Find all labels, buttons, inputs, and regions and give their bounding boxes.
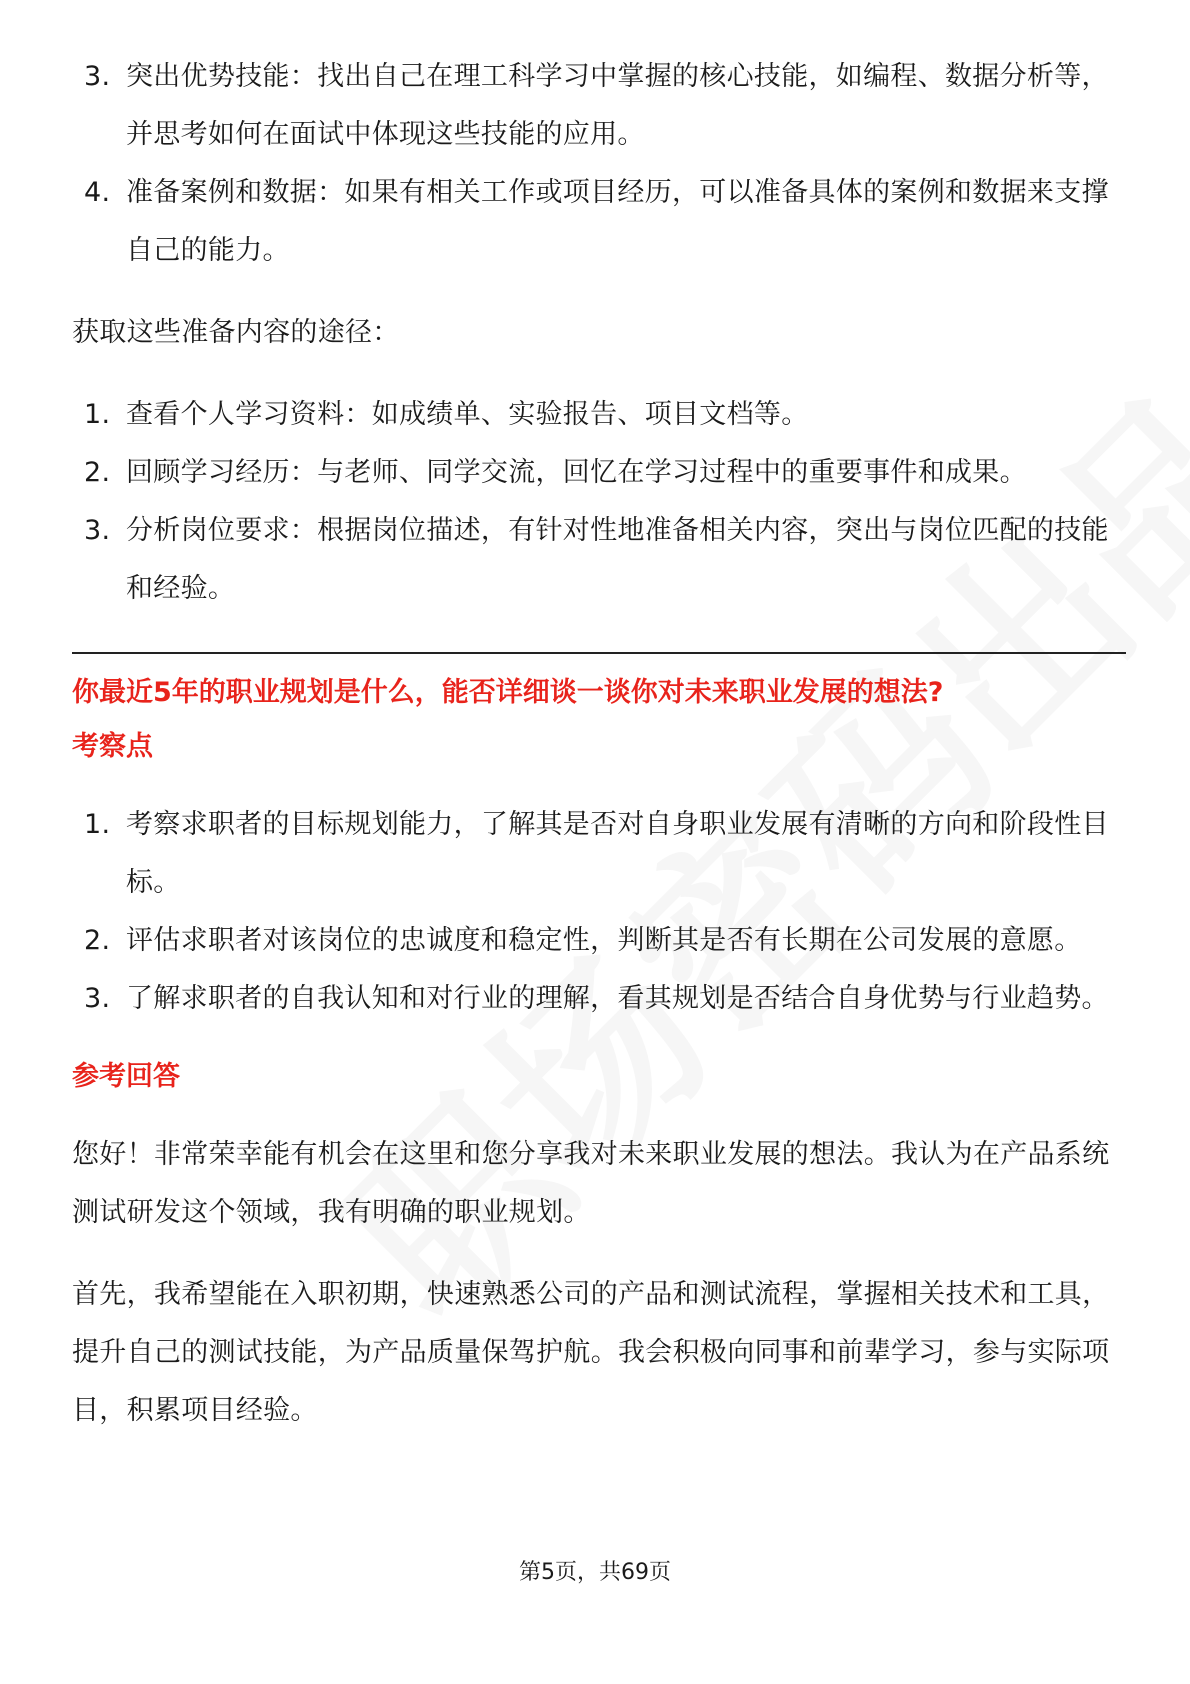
list-item <box>72 386 1126 444</box>
list-number: 3. <box>84 983 111 1014</box>
paths-list <box>72 386 1126 618</box>
answer-heading: 参考回答 <box>72 1061 180 1092</box>
list-text: 评估求职者对该岗位的忠诚度和稳定性，判断其是否有长期在公司发展的意愿。 <box>126 925 1082 956</box>
list-text: 考察求职者的目标规划能力，了解其是否对自身职业发展有清晰的方向和阶段性目标。 <box>126 809 1109 898</box>
list-item <box>72 164 1126 280</box>
list-number: 3. <box>84 61 111 92</box>
list-number: 2. <box>84 925 111 956</box>
list-text: 回顾学习经历：与老师、同学交流，回忆在学习过程中的重要事件和成果。 <box>126 457 1027 488</box>
list-number: 2. <box>84 457 111 488</box>
list-item <box>72 48 1126 164</box>
paths-heading: 获取这些准备内容的途径： <box>72 317 400 348</box>
answer-paragraph: 首先，我希望能在入职初期，快速熟悉公司的产品和测试流程，掌握相关技术和工具，提升自己的测试技能，为产品质量保驾护航。我会积极向同事和前辈学习，参与实际项目，积累项目经验。 <box>72 1279 1110 1426</box>
tips-list <box>72 48 1126 280</box>
page-footer: 第5页，共69页 <box>519 1560 671 1585</box>
question-title: 你最近5年的职业规划是什么，能否详细谈一谈你对未来职业发展的想法? <box>72 677 944 708</box>
exam-points-heading: 考察点 <box>72 731 153 762</box>
list-text: 突出优势技能：找出自己在理工科学习中掌握的核心技能，如编程、数据分析等，并思考如何在面试中体现这些技能的应用。 <box>126 61 1109 150</box>
list-item <box>72 502 1126 618</box>
list-number: 4. <box>84 177 111 208</box>
document-page <box>72 48 1126 1440</box>
list-item <box>72 444 1126 502</box>
list-text: 准备案例和数据：如果有相关工作或项目经历，可以准备具体的案例和数据来支撑自己的能力。 <box>126 177 1109 266</box>
list-item <box>72 912 1126 970</box>
list-text: 分析岗位要求：根据岗位描述，有针对性地准备相关内容，突出与岗位匹配的技能和经验。 <box>126 515 1109 604</box>
list-item <box>72 970 1126 1028</box>
list-number: 1. <box>84 399 111 430</box>
section-divider <box>72 652 1126 654</box>
list-number: 1. <box>84 809 111 840</box>
list-number: 3. <box>84 515 111 546</box>
list-item <box>72 796 1126 912</box>
list-text: 查看个人学习资料：如成绩单、实验报告、项目文档等。 <box>126 399 809 430</box>
answer-paragraph: 您好！非常荣幸能有机会在这里和您分享我对未来职业发展的想法。我认为在产品系统测试研发这个领域，我有明确的职业规划。 <box>72 1139 1110 1228</box>
exam-points-list <box>72 796 1126 1028</box>
list-text: 了解求职者的自我认知和对行业的理解，看其规划是否结合自身优势与行业趋势。 <box>126 983 1109 1014</box>
